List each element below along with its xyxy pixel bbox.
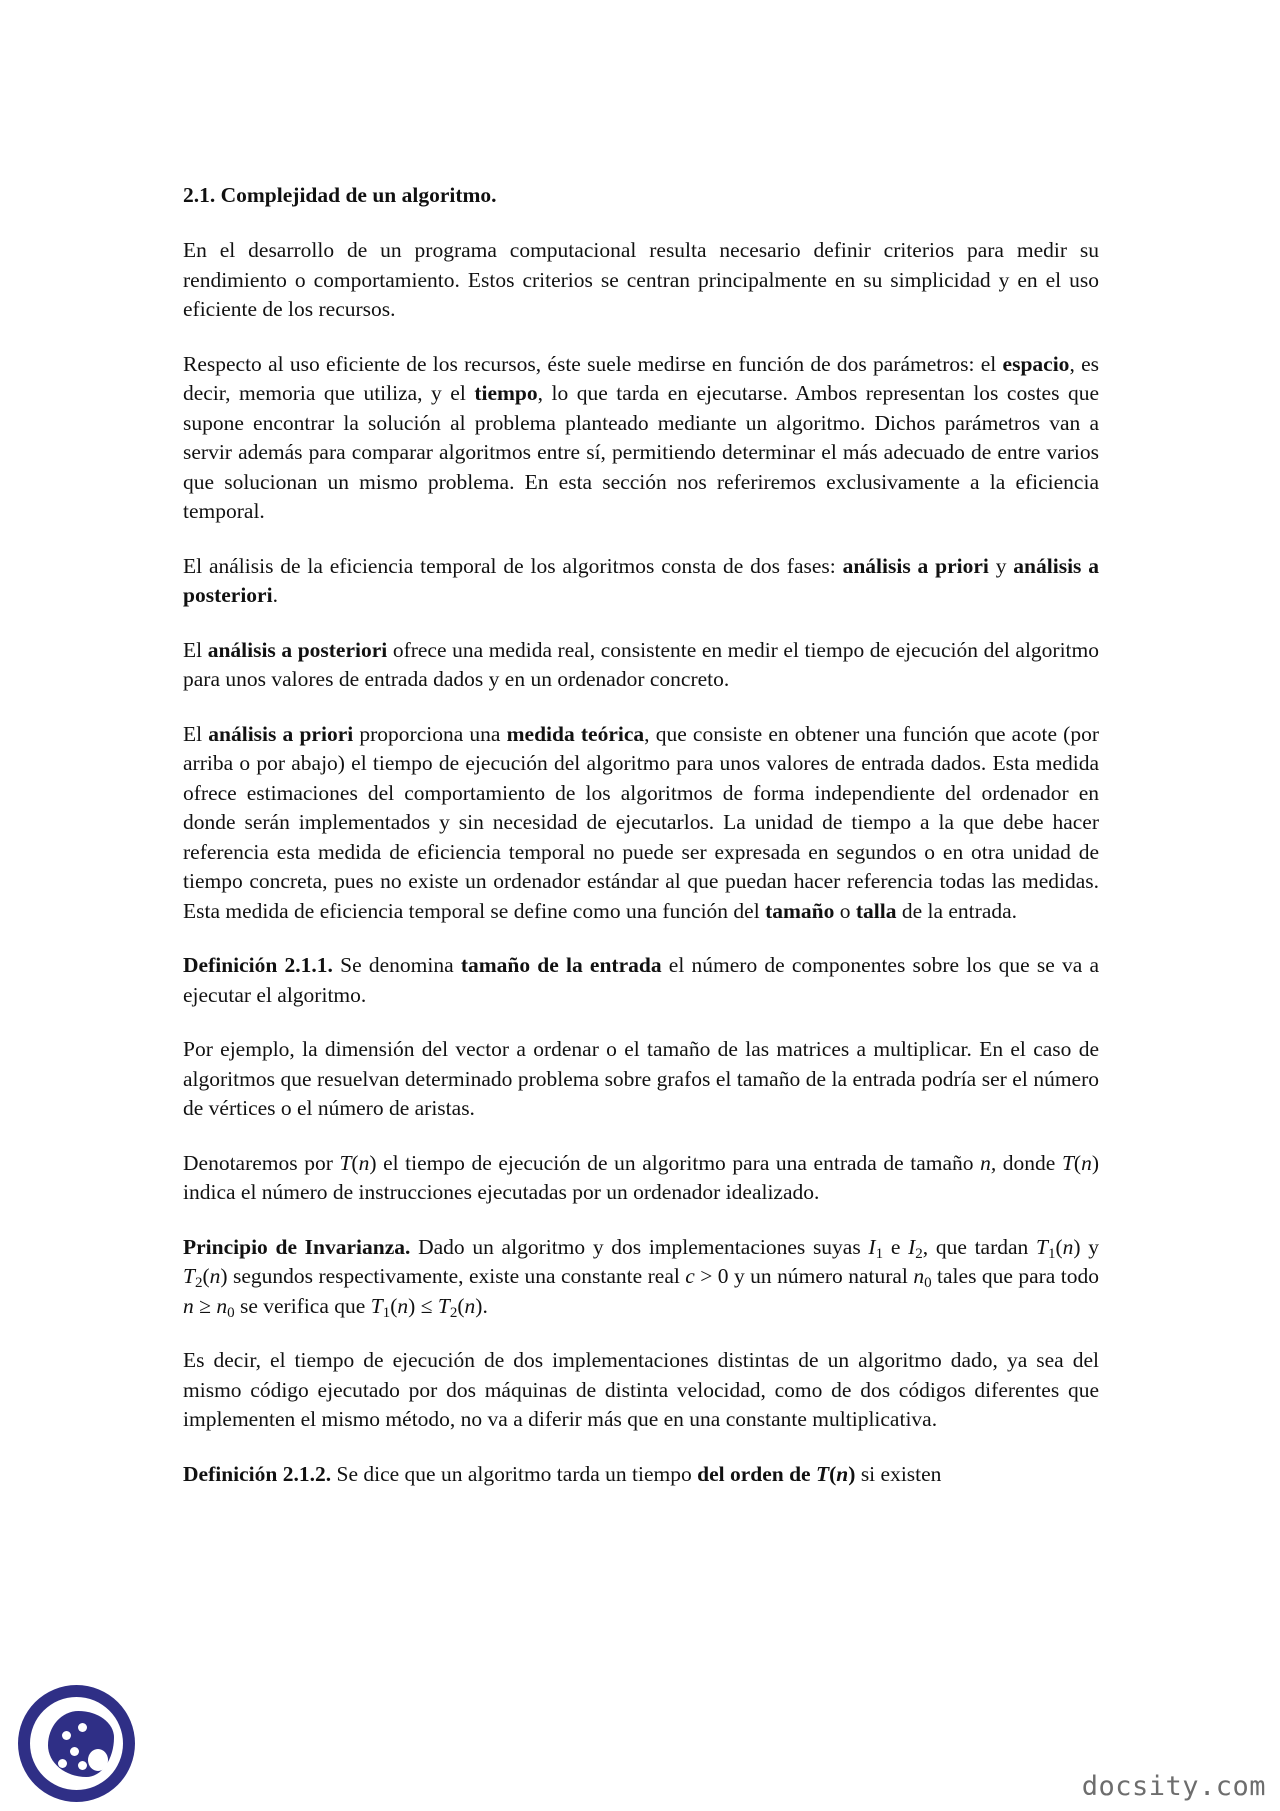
paragraph-a-priori: El análisis a priori proporciona una medida teórica, que consiste en obtener una función que acote (por arriba o por abajo) el tiempo de ejecución del algoritmo para unos valores de entrada dados. Esta medida ofrece estimaciones del comportamiento de los algoritmos de forma independiente del ordenador en donde serán implementados y sin necesidad de ejecutarlos. La unidad de tiempo a la que debe hacer referencia esta medida de eficiencia temporal no puede ser expresada en segundos o en otra unidad de tiempo concreta, pues no existe un ordenador estándar al que puedan hacer referencia todas las medidas. Esta medida de eficiencia temporal se define como una función del tamaño o talla de la entrada. bbox=[183, 721, 1100, 923]
docsity-logo-icon bbox=[18, 1685, 135, 1802]
term-a-posteriori: análisis a posteriori bbox=[183, 553, 1099, 607]
paragraph-resources: Respecto al uso eficiente de los recursos, éste suele medirse en función de dos parámetros: el espacio, es decir, memoria que utiliza, y el tiempo, lo que tarda en ejecutarse. Ambos representan los costes que supone encontrar la solución al problema planteado mediante un algoritmo. Dichos parámetros van a servir además para comparar algoritmos entre sí, permitiendo determinar el más adecuado de entre varios que solucionan un mismo problema. En esta sección nos referiremos exclusivamente a la eficiencia temporal. bbox=[183, 351, 1100, 523]
term-a-posteriori: análisis a posteriori bbox=[207, 637, 388, 662]
term-a-priori: análisis a priori bbox=[208, 721, 354, 746]
docsity-watermark: docsity.com bbox=[1081, 1771, 1266, 1802]
paragraph-notation: Denotaremos por T(n) el tiempo de ejecución de un algoritmo para una entrada de tamaño n, donde T(n) indica el número de instrucciones ejecutadas por un ordenador idealizado. bbox=[183, 1150, 1099, 1204]
paragraph-example: Por ejemplo, la dimensión del vector a ordenar o el tamaño de las matrices a multiplicar. En el caso de algoritmos que resuelvan determinado problema sobre grafos el tamaño de la entrada podría ser el número de vértices o el número de aristas. bbox=[183, 1037, 1099, 1120]
paragraph-phases: El análisis de la eficiencia temporal de los algoritmos consta de dos fases: análisis a priori y análisis a posteriori. bbox=[183, 553, 1099, 607]
math-t1-leq-t2: $T_1(n) \le T_2(n)$ bbox=[370, 1293, 483, 1321]
term-medida-teorica: medida teórica bbox=[506, 721, 645, 746]
paragraph-intro: En el desarrollo de un programa computacional resulta necesario definir criterios para medir su rendimiento o comportamiento. Estos criterios se centran principalmente en su simplicidad y en el uso eficiente de los recursos. bbox=[183, 238, 1099, 321]
term-tamano: tamaño bbox=[765, 898, 835, 923]
principle-label: Principio de Invarianza. bbox=[183, 1234, 411, 1259]
definition-label: Definición 2.1.1. bbox=[183, 953, 333, 977]
paragraph-explanation: Es decir, el tiempo de ejecución de dos implementaciones distintas de un algoritmo dado, ya sea del mismo código ejecutado por dos máquinas de distinta velocidad, como de dos códigos diferentes que implementen el mismo método, no va a diferir más que en una constante multiplicativa. bbox=[183, 1348, 1099, 1431]
term-espacio: espacio bbox=[1002, 351, 1070, 376]
definition-2-1-1: Definición 2.1.1. Se denomina tamaño de la entrada el número de componentes sobre los que se va a ejecutar el algoritmo. bbox=[183, 953, 1099, 1007]
document-body bbox=[183, 180, 1099, 1489]
definition-2-1-2: Definición 2.1.2. Se dice que un algoritmo tarda un tiempo del orden de T(n) si existen bbox=[183, 1461, 942, 1486]
math-n-geq-n0: $n \ge n_0$ bbox=[183, 1293, 235, 1321]
principle-invariance: Principio de Invarianza. Dado un algoritmo y dos implementaciones suyas $I_1$ e $I_2$, que tardan $T_1(n)$ y $T_2(n)$ segundos respectivamente, existe una constante real c > 0 y un número natural $n_0$ tales que para todo $n \ge n_0$ se verifica que $T_1(n) \le T_2(n)$. bbox=[183, 1234, 1100, 1321]
paragraph-a-posteriori: El análisis a posteriori ofrece una medida real, consistente en medir el tiempo de ejecución del algoritmo para unos valores de entrada dados y en un ordenador concreto. bbox=[183, 637, 1100, 691]
term-a-priori: análisis a priori bbox=[842, 553, 989, 578]
term-tamano-entrada: tamaño de la entrada bbox=[460, 953, 662, 977]
definition-label: Definición 2.1.2. bbox=[183, 1461, 332, 1486]
term-talla: talla bbox=[855, 898, 897, 923]
section-title: 2.1. Complejidad de un algoritmo. bbox=[183, 183, 497, 207]
term-tiempo: tiempo bbox=[474, 381, 538, 405]
term-del-orden-de: del orden de T(n) bbox=[697, 1461, 856, 1486]
